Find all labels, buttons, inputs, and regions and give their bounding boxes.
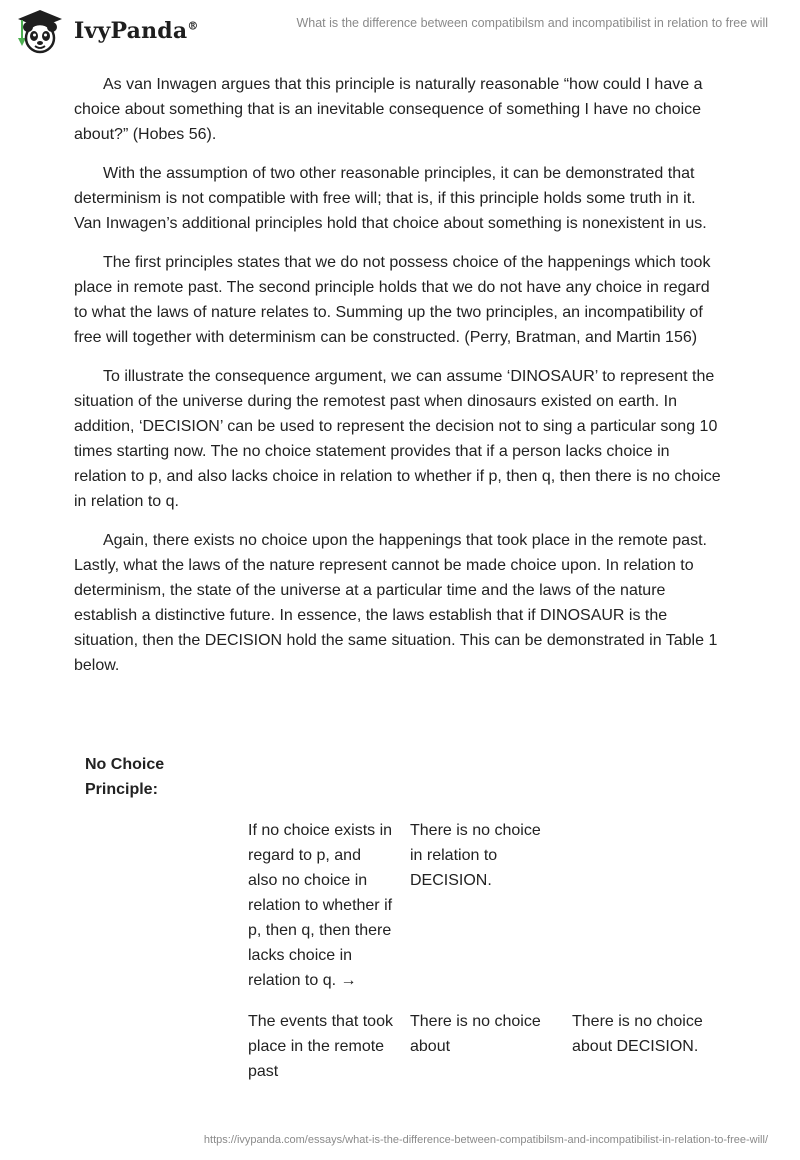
document-title: What is the difference between compatibilsm and incompatibilist in relation to free will bbox=[296, 16, 768, 30]
brand-logo[interactable] bbox=[14, 8, 199, 54]
paragraph: The first principles states that we do not possess choice of the happenings which took place in remote past. The second principle holds that we do not have any choice in regard to what the laws of nature relates to. Summing up the two principles, an incompatibility of free will together with determinism can be constructed. (Perry, Bratman, and Martin 156) bbox=[74, 254, 711, 346]
table-label: No Choice Principle: bbox=[85, 756, 165, 798]
table-cell-row2-col3: There is no choice about DECISION. bbox=[572, 1013, 703, 1055]
paragraph: To illustrate the consequence argument, we can assume ‘DINOSAUR’ to represent the situation of the universe during the remotest past when dinosaurs existed on earth. In addition, ‘DECISION’ can be used to represent the decision not to sing a particular song 10 times starting now. The no choice statement provides that if a person lacks choice in relation to p, and also lacks choice in relation to whether if p, then q, then there is no choice in relation to q. bbox=[74, 368, 721, 510]
paragraph: Again, there exists no choice upon the happenings that took place in the remote past. Lastly, what the laws of the nature represent cannot be made choice upon. In relation to determinism, the state of the universe at a particular time and the laws of the nature establish a distinctive future. In essence, the laws establish that if DINOSAUR is the situation, then the DECISION hold the same situation. This can be demonstrated in Table 1 below. bbox=[74, 532, 718, 674]
table-cell-row1-col1: If no choice exists in regard to p, and also no choice in relation to whether if p, then q, then there lacks choice in relation to q. → bbox=[248, 822, 393, 989]
table-cell-row2-col1: The events that took place in the remote past bbox=[248, 1013, 393, 1080]
panda-graduate-icon bbox=[14, 8, 66, 54]
table-cell-row2-col2: There is no choice about bbox=[410, 1013, 541, 1055]
paragraph: As van Inwagen argues that this principle is naturally reasonable “how could I have a choice about something that is an inevitable consequence of something I have no choice about?” (Hobes 56). bbox=[74, 76, 703, 143]
brand-name: IvyPanda® bbox=[74, 18, 199, 44]
table-cell-row1-col2: There is no choice in relation to DECISION. bbox=[410, 822, 541, 889]
essay-body bbox=[74, 72, 724, 692]
paragraph: With the assumption of two other reasonable principles, it can be demonstrated that determinism is not compatible with free will; that is, if this principle holds some truth in it. Van Inwagen’s additional principles hold that choice about something is nonexistent in us. bbox=[74, 165, 707, 232]
source-url[interactable]: https://ivypanda.com/essays/what-is-the-difference-between-compatibilsm-and-incompatibilist-in-relation-to-free-will/ bbox=[203, 1134, 768, 1146]
no-choice-table bbox=[74, 752, 724, 1092]
page-header bbox=[0, 0, 800, 60]
